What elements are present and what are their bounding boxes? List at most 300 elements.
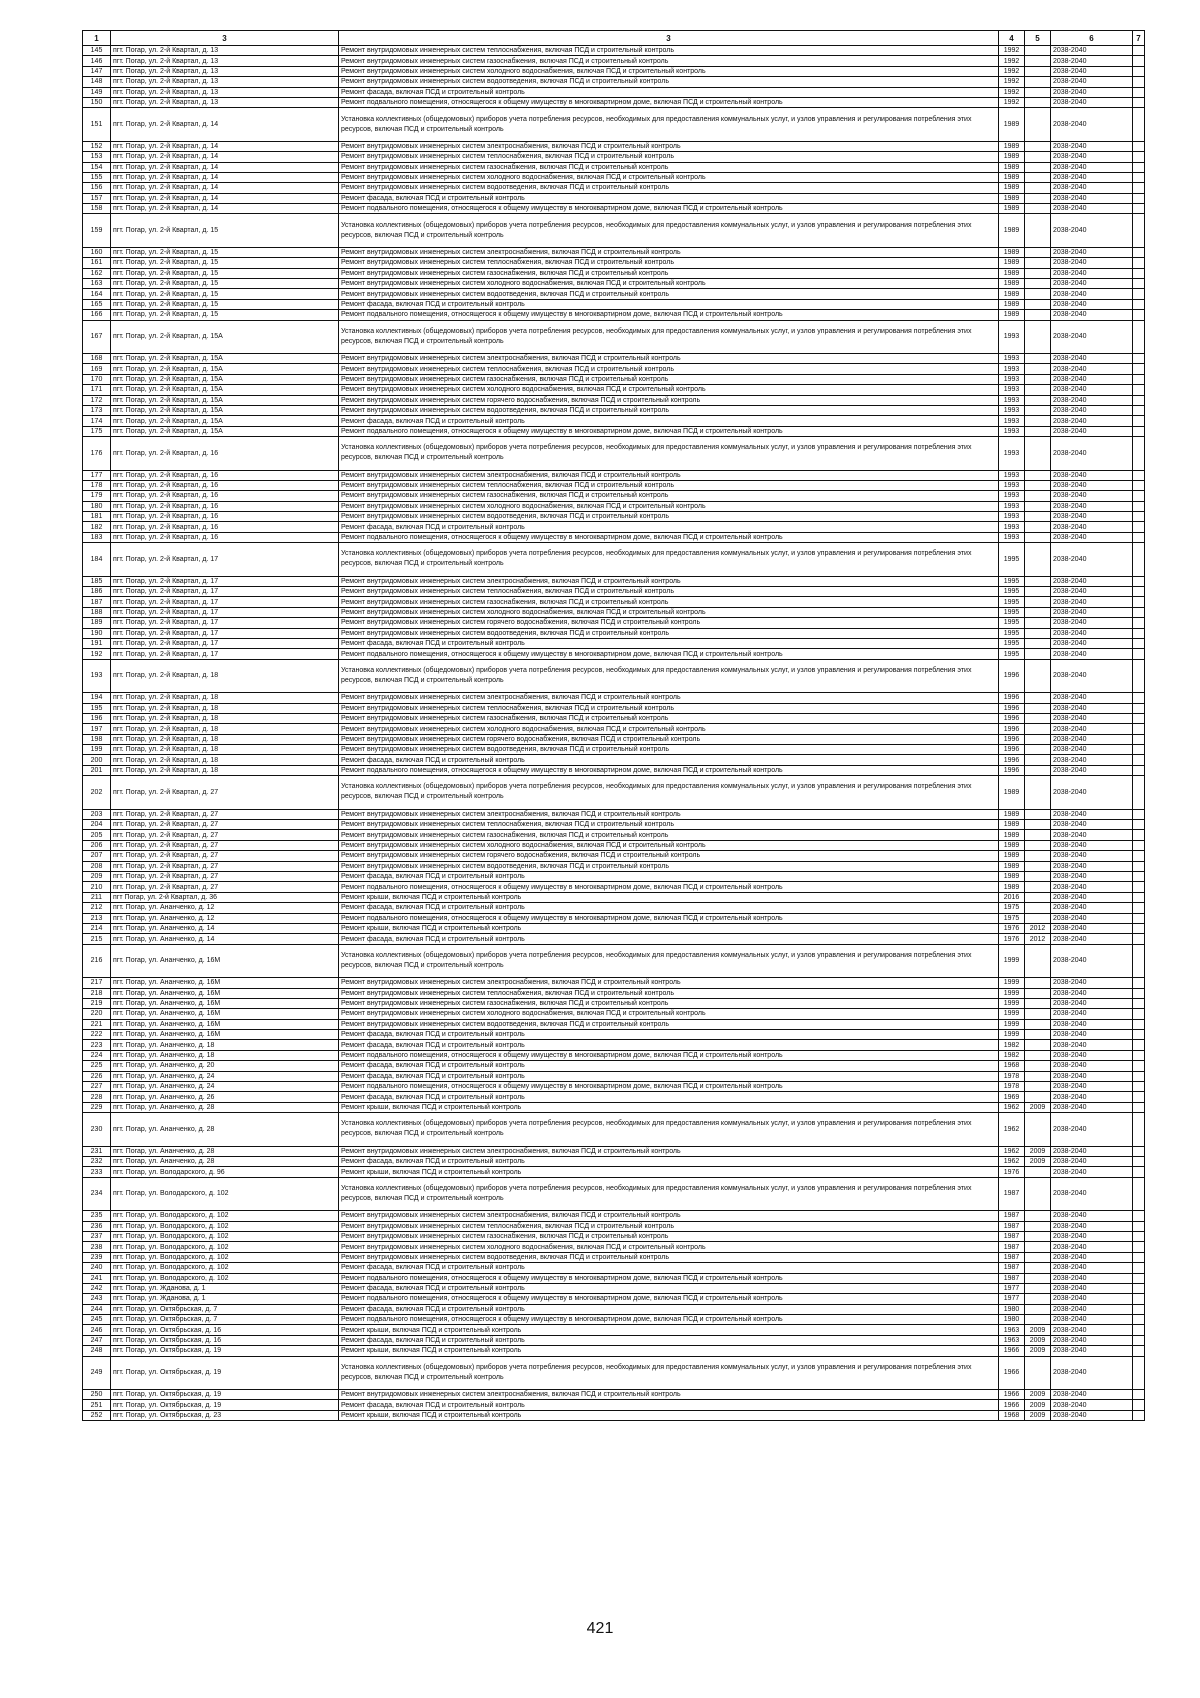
header-cell-period: 6 bbox=[1051, 31, 1133, 46]
cell-last-repair bbox=[1025, 247, 1051, 257]
cell-year: 1992 bbox=[999, 56, 1025, 66]
cell-extra bbox=[1133, 923, 1145, 933]
cell-last-repair: 2012 bbox=[1025, 934, 1051, 944]
cell-work: Ремонт внутридомовых инженерных систем теплоснабжения, включая ПСД и строительный контроль bbox=[339, 820, 999, 830]
cell-year: 1989 bbox=[999, 108, 1025, 141]
table-row bbox=[83, 618, 1145, 628]
cell-address: пгт. Погар, ул. Октябрьская, д. 16 bbox=[111, 1335, 339, 1345]
cell-year: 1977 bbox=[999, 1294, 1025, 1304]
cell-last-repair: 2009 bbox=[1025, 1346, 1051, 1356]
cell-work: Ремонт внутридомовых инженерных систем холодного водоснабжения, включая ПСД и строительный контроль bbox=[339, 385, 999, 395]
cell-number: 248 bbox=[83, 1346, 111, 1356]
cell-year: 1976 bbox=[999, 934, 1025, 944]
cell-period: 2038-2040 bbox=[1051, 713, 1133, 723]
cell-period: 2038-2040 bbox=[1051, 108, 1133, 141]
cell-extra bbox=[1133, 587, 1145, 597]
table-row bbox=[83, 1390, 1145, 1400]
cell-last-repair bbox=[1025, 1211, 1051, 1221]
cell-year: 1968 bbox=[999, 1410, 1025, 1420]
cell-last-repair bbox=[1025, 659, 1051, 692]
cell-period: 2038-2040 bbox=[1051, 1071, 1133, 1081]
cell-last-repair bbox=[1025, 77, 1051, 87]
cell-address: пгт. Погар, ул. 2-й Квартал, д. 17 bbox=[111, 628, 339, 638]
cell-extra bbox=[1133, 1325, 1145, 1335]
cell-period: 2038-2040 bbox=[1051, 693, 1133, 703]
cell-work: Ремонт внутридомовых инженерных систем газоснабжения, включая ПСД и строительный контроль bbox=[339, 491, 999, 501]
cell-year: 1989 bbox=[999, 258, 1025, 268]
cell-period: 2038-2040 bbox=[1051, 522, 1133, 532]
cell-year: 1989 bbox=[999, 861, 1025, 871]
cell-address: пгт. Погар, ул. 2-й Квартал, д. 18 bbox=[111, 703, 339, 713]
cell-address: пгт. Погар, ул. 2-й Квартал, д. 27 bbox=[111, 830, 339, 840]
cell-number: 191 bbox=[83, 638, 111, 648]
cell-last-repair bbox=[1025, 172, 1051, 182]
cell-extra bbox=[1133, 437, 1145, 470]
cell-year: 1993 bbox=[999, 491, 1025, 501]
cell-last-repair bbox=[1025, 1315, 1051, 1325]
cell-extra bbox=[1133, 693, 1145, 703]
cell-number: 245 bbox=[83, 1315, 111, 1325]
table-row bbox=[83, 183, 1145, 193]
cell-extra bbox=[1133, 944, 1145, 977]
cell-year: 1996 bbox=[999, 703, 1025, 713]
cell-year: 1996 bbox=[999, 724, 1025, 734]
cell-period: 2038-2040 bbox=[1051, 1304, 1133, 1314]
cell-work: Ремонт подвального помещения, относящегося к общему имуществу в многоквартирном доме, включая ПСД и строительный контроль bbox=[339, 1082, 999, 1092]
table-row bbox=[83, 882, 1145, 892]
table-row bbox=[83, 108, 1145, 141]
cell-last-repair bbox=[1025, 543, 1051, 576]
cell-period: 2038-2040 bbox=[1051, 152, 1133, 162]
cell-period: 2038-2040 bbox=[1051, 576, 1133, 586]
cell-address: пгт. Погар, ул. Ананченко, д. 28 bbox=[111, 1102, 339, 1112]
cell-number: 150 bbox=[83, 97, 111, 107]
cell-period: 2038-2040 bbox=[1051, 543, 1133, 576]
table-row bbox=[83, 77, 1145, 87]
cell-extra bbox=[1133, 607, 1145, 617]
cell-last-repair bbox=[1025, 840, 1051, 850]
cell-number: 195 bbox=[83, 703, 111, 713]
cell-extra bbox=[1133, 1177, 1145, 1210]
cell-work: Ремонт крыши, включая ПСД и строительный контроль bbox=[339, 1410, 999, 1420]
cell-number: 167 bbox=[83, 320, 111, 353]
cell-address: пгт. Погар, ул. 2-й Квартал, д. 15А bbox=[111, 426, 339, 436]
table-row bbox=[83, 299, 1145, 309]
table-row bbox=[83, 501, 1145, 511]
cell-extra bbox=[1133, 320, 1145, 353]
cell-number: 178 bbox=[83, 480, 111, 490]
cell-year: 1999 bbox=[999, 998, 1025, 1008]
cell-number: 197 bbox=[83, 724, 111, 734]
table-row bbox=[83, 162, 1145, 172]
cell-extra bbox=[1133, 108, 1145, 141]
cell-extra bbox=[1133, 480, 1145, 490]
cell-extra bbox=[1133, 1390, 1145, 1400]
table-row bbox=[83, 512, 1145, 522]
cell-extra bbox=[1133, 809, 1145, 819]
cell-last-repair bbox=[1025, 480, 1051, 490]
cell-number: 228 bbox=[83, 1092, 111, 1102]
cell-year: 1999 bbox=[999, 988, 1025, 998]
cell-work: Установка коллективных (общедомовых) приборов учета потребления ресурсов, необходимых для предоставления коммунальных услуг, и узлов управления и регулирования потребления этих ресурсов, включая ПСД и строительный контроль bbox=[339, 1177, 999, 1210]
cell-extra bbox=[1133, 861, 1145, 871]
cell-year: 1992 bbox=[999, 66, 1025, 76]
cell-number: 235 bbox=[83, 1211, 111, 1221]
cell-period: 2038-2040 bbox=[1051, 1252, 1133, 1262]
table-row bbox=[83, 1030, 1145, 1040]
cell-number: 154 bbox=[83, 162, 111, 172]
cell-number: 216 bbox=[83, 944, 111, 977]
cell-address: пгт. Погар, ул. Октябрьская, д. 19 bbox=[111, 1400, 339, 1410]
cell-address: пгт. Погар, ул. 2-й Квартал, д. 27 bbox=[111, 872, 339, 882]
cell-number: 250 bbox=[83, 1390, 111, 1400]
cell-work: Ремонт внутридомовых инженерных систем электроснабжения, включая ПСД и строительный контроль bbox=[339, 470, 999, 480]
cell-work: Ремонт внутридомовых инженерных систем холодного водоснабжения, включая ПСД и строительный контроль bbox=[339, 724, 999, 734]
cell-period: 2038-2040 bbox=[1051, 162, 1133, 172]
cell-period: 2038-2040 bbox=[1051, 755, 1133, 765]
cell-extra bbox=[1133, 1400, 1145, 1410]
table-row bbox=[83, 364, 1145, 374]
cell-address: пгт. Погар, ул. Жданова, д. 1 bbox=[111, 1294, 339, 1304]
cell-work: Ремонт внутридомовых инженерных систем холодного водоснабжения, включая ПСД и строительный контроль bbox=[339, 840, 999, 850]
table-row bbox=[83, 1092, 1145, 1102]
table-row bbox=[83, 416, 1145, 426]
table-row bbox=[83, 172, 1145, 182]
cell-number: 145 bbox=[83, 46, 111, 56]
table-row bbox=[83, 1211, 1145, 1221]
table-row bbox=[83, 97, 1145, 107]
cell-last-repair bbox=[1025, 141, 1051, 151]
cell-address: пгт. Погар, ул. 2-й Квартал, д. 14 bbox=[111, 141, 339, 151]
cell-period: 2038-2040 bbox=[1051, 183, 1133, 193]
table-row bbox=[83, 289, 1145, 299]
table-row bbox=[83, 310, 1145, 320]
cell-extra bbox=[1133, 628, 1145, 638]
cell-last-repair bbox=[1025, 258, 1051, 268]
table-row bbox=[83, 1242, 1145, 1252]
cell-address: пгт. Погар, ул. Ананченко, д. 16М bbox=[111, 1019, 339, 1029]
cell-year: 1987 bbox=[999, 1273, 1025, 1283]
cell-last-repair bbox=[1025, 1304, 1051, 1314]
cell-address: пгт. Погар, ул. 2-й Квартал, д. 27 bbox=[111, 851, 339, 861]
table-row bbox=[83, 1315, 1145, 1325]
cell-number: 161 bbox=[83, 258, 111, 268]
cell-extra bbox=[1133, 851, 1145, 861]
cell-work: Ремонт внутридомовых инженерных систем холодного водоснабжения, включая ПСД и строительный контроль bbox=[339, 501, 999, 511]
cell-last-repair bbox=[1025, 1263, 1051, 1273]
header-cell-year: 4 bbox=[999, 31, 1025, 46]
cell-year: 1993 bbox=[999, 364, 1025, 374]
cell-last-repair bbox=[1025, 978, 1051, 988]
cell-period: 2038-2040 bbox=[1051, 426, 1133, 436]
cell-period: 2038-2040 bbox=[1051, 385, 1133, 395]
cell-address: пгт. Погар, ул. 2-й Квартал, д. 15 bbox=[111, 289, 339, 299]
cell-work: Ремонт фасада, включая ПСД и строительный контроль bbox=[339, 1092, 999, 1102]
cell-number: 200 bbox=[83, 755, 111, 765]
cell-extra bbox=[1133, 1146, 1145, 1156]
cell-extra bbox=[1133, 1071, 1145, 1081]
table-row bbox=[83, 522, 1145, 532]
cell-address: пгт. Погар, ул. 2-й Квартал, д. 15 bbox=[111, 310, 339, 320]
cell-address: пгт. Погар, ул. 2-й Квартал, д. 17 bbox=[111, 543, 339, 576]
cell-work: Ремонт подвального помещения, относящегося к общему имуществу в многоквартирном доме, включая ПСД и строительный контроль bbox=[339, 310, 999, 320]
cell-number: 234 bbox=[83, 1177, 111, 1210]
cell-extra bbox=[1133, 913, 1145, 923]
cell-address: пгт. Погар, ул. 2-й Квартал, д. 27 bbox=[111, 882, 339, 892]
cell-last-repair bbox=[1025, 108, 1051, 141]
cell-work: Ремонт внутридомовых инженерных систем теплоснабжения, включая ПСД и строительный контроль bbox=[339, 152, 999, 162]
cell-year: 1999 bbox=[999, 978, 1025, 988]
table-row bbox=[83, 988, 1145, 998]
cell-work: Ремонт внутридомовых инженерных систем холодного водоснабжения, включая ПСД и строительный контроль bbox=[339, 279, 999, 289]
cell-extra bbox=[1133, 289, 1145, 299]
table-row bbox=[83, 944, 1145, 977]
cell-number: 224 bbox=[83, 1050, 111, 1060]
cell-number: 179 bbox=[83, 491, 111, 501]
cell-year: 1989 bbox=[999, 809, 1025, 819]
cell-work: Ремонт подвального помещения, относящегося к общему имуществу в многоквартирном доме, включая ПСД и строительный контроль bbox=[339, 1315, 999, 1325]
cell-address: пгт. Погар, ул. Октябрьская, д. 16 bbox=[111, 1325, 339, 1335]
cell-last-repair bbox=[1025, 162, 1051, 172]
cell-period: 2038-2040 bbox=[1051, 840, 1133, 850]
cell-extra bbox=[1133, 1211, 1145, 1221]
cell-extra bbox=[1133, 724, 1145, 734]
cell-period: 2038-2040 bbox=[1051, 1113, 1133, 1146]
cell-year: 1989 bbox=[999, 882, 1025, 892]
cell-number: 192 bbox=[83, 649, 111, 659]
cell-last-repair bbox=[1025, 734, 1051, 744]
cell-number: 232 bbox=[83, 1156, 111, 1166]
cell-address: пгт. Погар, ул. Володарского, д. 102 bbox=[111, 1242, 339, 1252]
table-row bbox=[83, 491, 1145, 501]
cell-work: Установка коллективных (общедомовых) приборов учета потребления ресурсов, необходимых для предоставления коммунальных услуг, и узлов управления и регулирования потребления этих ресурсов, включая ПСД и строительный контроль bbox=[339, 320, 999, 353]
cell-last-repair bbox=[1025, 1294, 1051, 1304]
cell-period: 2038-2040 bbox=[1051, 923, 1133, 933]
cell-address: пгт. Погар, ул. Ананченко, д. 28 bbox=[111, 1113, 339, 1146]
cell-last-repair bbox=[1025, 628, 1051, 638]
cell-work: Ремонт фасада, включая ПСД и строительный контроль bbox=[339, 1156, 999, 1166]
cell-work: Ремонт крыши, включая ПСД и строительный контроль bbox=[339, 1102, 999, 1112]
cell-work: Ремонт внутридомовых инженерных систем холодного водоснабжения, включая ПСД и строительный контроль bbox=[339, 1242, 999, 1252]
cell-extra bbox=[1133, 1221, 1145, 1231]
cell-work: Ремонт подвального помещения, относящегося к общему имуществу в многоквартирном доме, включая ПСД и строительный контроль bbox=[339, 913, 999, 923]
cell-last-repair bbox=[1025, 364, 1051, 374]
cell-period: 2038-2040 bbox=[1051, 820, 1133, 830]
cell-number: 168 bbox=[83, 353, 111, 363]
cell-address: пгт. Погар, ул. 2-й Квартал, д. 15 bbox=[111, 299, 339, 309]
cell-number: 187 bbox=[83, 597, 111, 607]
cell-period: 2038-2040 bbox=[1051, 882, 1133, 892]
table-row bbox=[83, 1252, 1145, 1262]
cell-year: 1989 bbox=[999, 776, 1025, 809]
cell-year: 1992 bbox=[999, 46, 1025, 56]
cell-extra bbox=[1133, 638, 1145, 648]
cell-year: 1962 bbox=[999, 1113, 1025, 1146]
cell-last-repair bbox=[1025, 1019, 1051, 1029]
cell-work: Ремонт внутридомовых инженерных систем теплоснабжения, включая ПСД и строительный контроль bbox=[339, 480, 999, 490]
cell-year: 1989 bbox=[999, 830, 1025, 840]
cell-number: 175 bbox=[83, 426, 111, 436]
cell-extra bbox=[1133, 310, 1145, 320]
cell-work: Ремонт фасада, включая ПСД и строительный контроль bbox=[339, 1030, 999, 1040]
cell-extra bbox=[1133, 247, 1145, 257]
cell-number: 241 bbox=[83, 1273, 111, 1283]
cell-year: 1987 bbox=[999, 1211, 1025, 1221]
cell-address: пгт. Погар, ул. Ананченко, д. 16М bbox=[111, 978, 339, 988]
cell-extra bbox=[1133, 1356, 1145, 1389]
cell-last-repair bbox=[1025, 1221, 1051, 1231]
header-cell-address: 3 bbox=[111, 31, 339, 46]
cell-period: 2038-2040 bbox=[1051, 1221, 1133, 1231]
cell-number: 207 bbox=[83, 851, 111, 861]
cell-address: пгт. Погар, ул. Октябрьская, д. 19 bbox=[111, 1356, 339, 1389]
table-row bbox=[83, 872, 1145, 882]
cell-address: пгт. Погар, ул. 2-й Квартал, д. 15А bbox=[111, 405, 339, 415]
cell-work: Ремонт крыши, включая ПСД и строительный контроль bbox=[339, 1346, 999, 1356]
table-row bbox=[83, 607, 1145, 617]
cell-period: 2038-2040 bbox=[1051, 1167, 1133, 1177]
table-row bbox=[83, 1113, 1145, 1146]
cell-last-repair bbox=[1025, 649, 1051, 659]
cell-extra bbox=[1133, 56, 1145, 66]
cell-period: 2038-2040 bbox=[1051, 745, 1133, 755]
cell-period: 2038-2040 bbox=[1051, 1231, 1133, 1241]
cell-year: 1989 bbox=[999, 279, 1025, 289]
cell-last-repair bbox=[1025, 1061, 1051, 1071]
cell-number: 203 bbox=[83, 809, 111, 819]
cell-last-repair bbox=[1025, 416, 1051, 426]
cell-year: 1999 bbox=[999, 1019, 1025, 1029]
cell-last-repair bbox=[1025, 1177, 1051, 1210]
table-row bbox=[83, 1019, 1145, 1029]
cell-number: 194 bbox=[83, 693, 111, 703]
cell-extra bbox=[1133, 405, 1145, 415]
cell-number: 164 bbox=[83, 289, 111, 299]
cell-work: Ремонт фасада, включая ПСД и строительный контроль bbox=[339, 1071, 999, 1081]
cell-number: 180 bbox=[83, 501, 111, 511]
cell-period: 2038-2040 bbox=[1051, 1410, 1133, 1420]
cell-number: 229 bbox=[83, 1102, 111, 1112]
table-row bbox=[83, 576, 1145, 586]
cell-work: Ремонт внутридомовых инженерных систем электроснабжения, включая ПСД и строительный контроль bbox=[339, 1211, 999, 1221]
table-row bbox=[83, 193, 1145, 203]
cell-period: 2038-2040 bbox=[1051, 934, 1133, 944]
cell-period: 2038-2040 bbox=[1051, 724, 1133, 734]
cell-last-repair: 2009 bbox=[1025, 1146, 1051, 1156]
cell-last-repair bbox=[1025, 703, 1051, 713]
cell-address: пгт. Погар, ул. Ананченко, д. 14 bbox=[111, 934, 339, 944]
cell-year: 1966 bbox=[999, 1400, 1025, 1410]
table-row bbox=[83, 638, 1145, 648]
cell-extra bbox=[1133, 141, 1145, 151]
cell-work: Ремонт фасада, включая ПСД и строительный контроль bbox=[339, 903, 999, 913]
cell-number: 185 bbox=[83, 576, 111, 586]
cell-extra bbox=[1133, 776, 1145, 809]
cell-period: 2038-2040 bbox=[1051, 1325, 1133, 1335]
cell-year: 1989 bbox=[999, 247, 1025, 257]
cell-number: 148 bbox=[83, 77, 111, 87]
cell-year: 1996 bbox=[999, 755, 1025, 765]
table-row bbox=[83, 470, 1145, 480]
cell-year: 1995 bbox=[999, 628, 1025, 638]
cell-work: Ремонт внутридомовых инженерных систем газоснабжения, включая ПСД и строительный контроль bbox=[339, 1231, 999, 1241]
cell-last-repair bbox=[1025, 405, 1051, 415]
cell-year: 1975 bbox=[999, 913, 1025, 923]
cell-address: пгт. Погар, ул. 2-й Квартал, д. 16 bbox=[111, 437, 339, 470]
cell-address: пгт. Погар, ул. 2-й Квартал, д. 17 bbox=[111, 597, 339, 607]
cell-work: Ремонт внутридомовых инженерных систем теплоснабжения, включая ПСД и строительный контроль bbox=[339, 587, 999, 597]
cell-year: 1987 bbox=[999, 1242, 1025, 1252]
cell-last-repair bbox=[1025, 353, 1051, 363]
cell-number: 199 bbox=[83, 745, 111, 755]
cell-address: пгт. Погар, ул. 2-й Квартал, д. 27 bbox=[111, 776, 339, 809]
cell-work: Ремонт внутридомовых инженерных систем теплоснабжения, включая ПСД и строительный контроль bbox=[339, 364, 999, 374]
cell-work: Ремонт внутридомовых инженерных систем газоснабжения, включая ПСД и строительный контроль bbox=[339, 374, 999, 384]
cell-period: 2038-2040 bbox=[1051, 247, 1133, 257]
cell-address: пгт. Погар, ул. 2-й Квартал, д. 15 bbox=[111, 279, 339, 289]
cell-year: 1996 bbox=[999, 713, 1025, 723]
cell-work: Ремонт фасада, включая ПСД и строительный контроль bbox=[339, 1283, 999, 1293]
cell-period: 2038-2040 bbox=[1051, 1273, 1133, 1283]
cell-address: пгт. Погар, ул. 2-й Квартал, д. 15А bbox=[111, 364, 339, 374]
cell-year: 1999 bbox=[999, 1009, 1025, 1019]
table-row bbox=[83, 734, 1145, 744]
cell-address: пгт. Погар, ул. Ананченко, д. 12 bbox=[111, 913, 339, 923]
cell-last-repair bbox=[1025, 882, 1051, 892]
cell-period: 2038-2040 bbox=[1051, 1177, 1133, 1210]
cell-address: пгт. Погар, ул. Володарского, д. 102 bbox=[111, 1252, 339, 1262]
table-row bbox=[83, 1273, 1145, 1283]
cell-number: 231 bbox=[83, 1146, 111, 1156]
cell-address: пгт. Погар, ул. 2-й Квартал, д. 16 bbox=[111, 480, 339, 490]
cell-period: 2038-2040 bbox=[1051, 87, 1133, 97]
cell-year: 1993 bbox=[999, 385, 1025, 395]
cell-number: 201 bbox=[83, 765, 111, 775]
cell-year: 1993 bbox=[999, 512, 1025, 522]
cell-address: пгт. Погар, ул. 2-й Квартал, д. 18 bbox=[111, 745, 339, 755]
cell-year: 1995 bbox=[999, 618, 1025, 628]
cell-period: 2038-2040 bbox=[1051, 1263, 1133, 1273]
cell-period: 2038-2040 bbox=[1051, 1346, 1133, 1356]
cell-number: 243 bbox=[83, 1294, 111, 1304]
cell-address: пгт. Погар, ул. 2-й Квартал, д. 18 bbox=[111, 734, 339, 744]
cell-number: 172 bbox=[83, 395, 111, 405]
cell-period: 2038-2040 bbox=[1051, 395, 1133, 405]
cell-last-repair bbox=[1025, 268, 1051, 278]
cell-number: 163 bbox=[83, 279, 111, 289]
cell-address: пгт. Погар, ул. 2-й Квартал, д. 15А bbox=[111, 320, 339, 353]
cell-address: пгт. Погар, ул. 2-й Квартал, д. 14 bbox=[111, 172, 339, 182]
cell-extra bbox=[1133, 1346, 1145, 1356]
cell-last-repair bbox=[1025, 310, 1051, 320]
cell-last-repair bbox=[1025, 532, 1051, 542]
cell-last-repair bbox=[1025, 320, 1051, 353]
table-row bbox=[83, 998, 1145, 1008]
cell-period: 2038-2040 bbox=[1051, 204, 1133, 214]
cell-extra bbox=[1133, 532, 1145, 542]
cell-last-repair bbox=[1025, 872, 1051, 882]
cell-extra bbox=[1133, 172, 1145, 182]
cell-work: Ремонт фасада, включая ПСД и строительный контроль bbox=[339, 872, 999, 882]
table-row bbox=[83, 659, 1145, 692]
table-row bbox=[83, 1082, 1145, 1092]
table-row bbox=[83, 1071, 1145, 1081]
cell-extra bbox=[1133, 268, 1145, 278]
cell-year: 1993 bbox=[999, 501, 1025, 511]
cell-year: 1993 bbox=[999, 405, 1025, 415]
cell-number: 171 bbox=[83, 385, 111, 395]
cell-period: 2038-2040 bbox=[1051, 416, 1133, 426]
